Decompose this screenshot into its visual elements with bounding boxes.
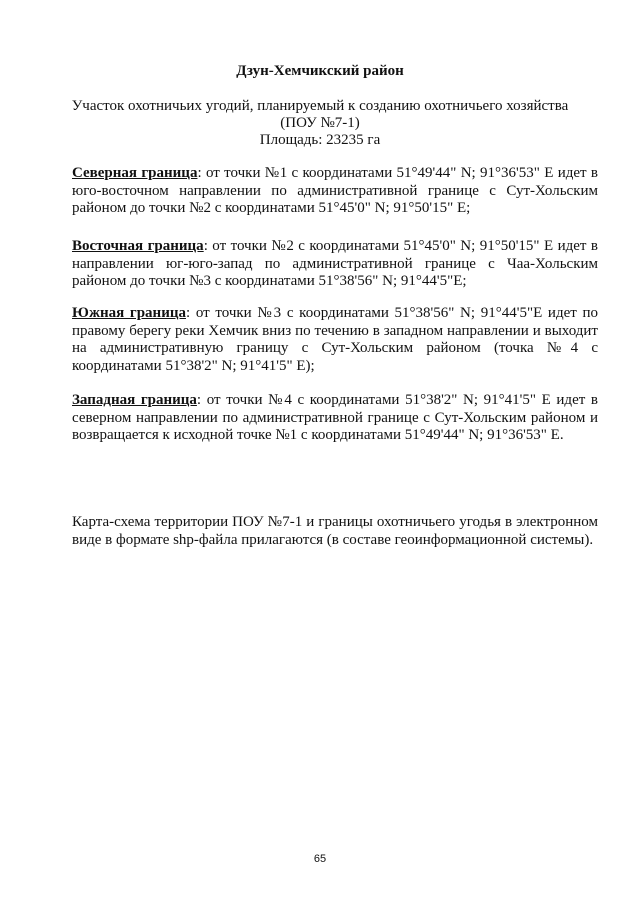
plot-subtitle (0, 98, 640, 149)
plot-area: Площадь: 23235 га (259, 132, 381, 148)
south-boundary-text: : от точки №3 с координатами 51°38'56" N; 91°44'5"E идет по правому берегу реки Хемчик вниз по течению в западном направлении и выходит на административную границу с Сут-Хольским районом (точка №4 с координатами 51°38'2" N; 91°41'5" E); (72, 305, 599, 374)
east-boundary-text: : от точки №2 с координатами 51°45'0" N; 91°50'15" E идет в направлении юг-юго-запад по административной границе с Чаа-Хольским районом до точки №3 с координатами 51°38'56" N; 91°44'5"E; (72, 238, 598, 289)
page-number: 65 (313, 853, 327, 865)
west-boundary-heading: Западная граница (72, 392, 197, 408)
south-boundary-heading: Южная граница (72, 305, 186, 321)
east-boundary-heading: Восточная граница (72, 238, 204, 254)
north-boundary-heading: Северная граница (72, 165, 198, 181)
north-boundary-text: : от точки №1 с координатами 51°49'44" N; 91°36'53" E идет в юго-восточном направлении по административной границе с Сут-Хольским районом до точки №2 с координатами 51°45'0" N; 91°50'15" E; (72, 165, 598, 216)
west-boundary-text: : от точки №4 с координатами 51°38'2" N; 91°41'5" E идет в северном направлении по административной границе с Сут-Хольским районом и возвращается к исходной точке №1 с координатами 51°49'44" N; 91°36'53" E. (72, 392, 598, 443)
east-boundary-paragraph (72, 238, 598, 291)
north-boundary-paragraph (72, 165, 598, 218)
map-scheme-note: Карта-схема территории ПОУ №7-1 и границы охотничьего угодья в электронном виде в формате shp-файла прилагаются (в составе геоинформационной системы). (72, 514, 598, 548)
west-boundary-paragraph (72, 392, 598, 445)
plot-description: Участок охотничьих угодий, планируемый к созданию охотничьего хозяйства (71, 98, 569, 114)
south-boundary-paragraph (72, 305, 598, 375)
plot-code: (ПОУ №7-1) (280, 115, 360, 131)
district-title: Дзун-Хемчикский район (236, 63, 404, 79)
